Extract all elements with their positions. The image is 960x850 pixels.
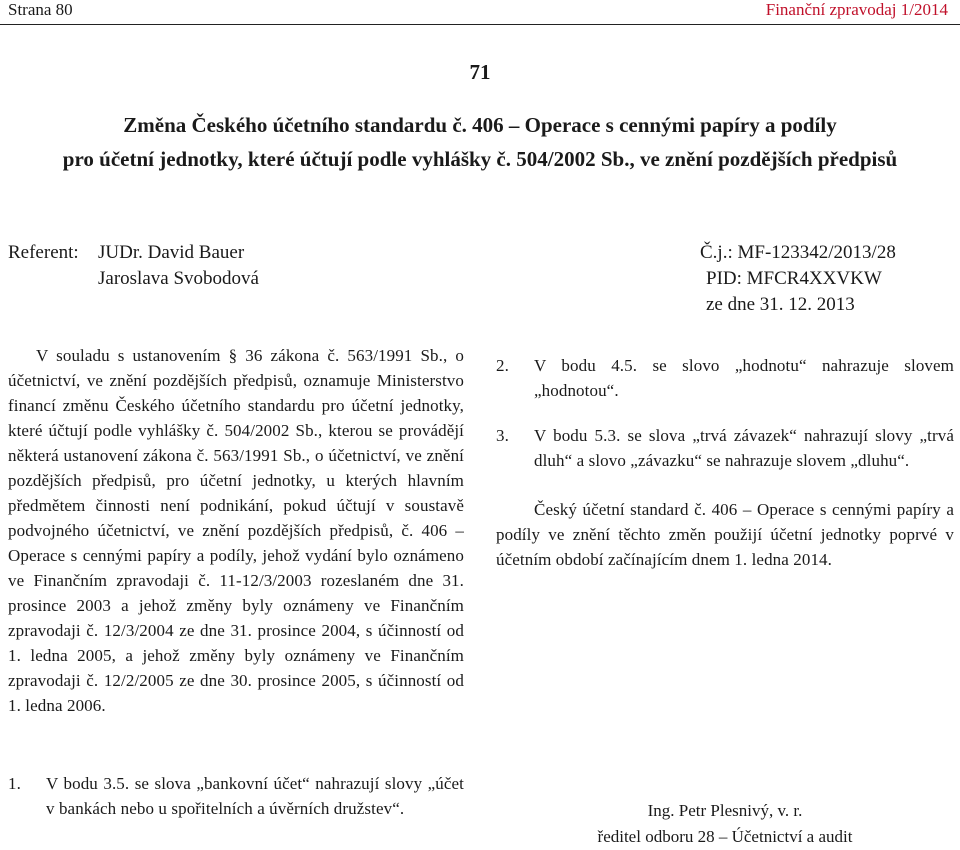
amendment-item-2 xyxy=(496,353,954,403)
referent-label: Referent: xyxy=(8,242,79,263)
header-rule xyxy=(0,24,960,25)
journal-name: Finanční zpravodaj 1/2014 xyxy=(765,0,948,19)
reference-block xyxy=(700,240,896,318)
referents xyxy=(98,240,259,292)
amendment-item-3 xyxy=(496,423,954,473)
item-number: 2. xyxy=(496,356,509,375)
page-label: Strana 80 xyxy=(8,0,73,19)
amendment-item-1 xyxy=(8,771,464,821)
pid: PID: MFCR4XXVKW xyxy=(706,268,882,289)
item-number: 1. xyxy=(8,774,21,793)
list-item xyxy=(8,771,464,821)
right-column xyxy=(496,353,954,572)
referent-2: Jaroslava Svobodová xyxy=(98,268,259,289)
item-number: 3. xyxy=(496,426,509,445)
item-text: V bodu 5.3. se slova „trvá závazek“ nahrazují slovy „trvá dluh“ a slovo „závazku“ se nahrazuje slovem „dluhu“. xyxy=(534,426,954,470)
reference-number: Č.j.: MF-123342/2013/28 xyxy=(700,242,896,263)
item-text: V bodu 4.5. se slovo „hodnotu“ nahrazuje slovem „hodnotou“. xyxy=(534,356,954,400)
title-line-1: Změna Českého účetního standardu č. 406 – Operace s cennými papíry a podíly xyxy=(123,113,837,137)
signature-name: Ing. Petr Plesnivý, v. r. xyxy=(647,801,803,820)
reference-date: ze dne 31. 12. 2013 xyxy=(706,294,855,315)
document-number: 71 xyxy=(469,60,491,84)
referent-1: JUDr. David Bauer xyxy=(98,242,245,263)
title-line-2: pro účetní jednotky, které účtují podle vyhlášky č. 504/2002 Sb., ve znění pozdějších předpisů xyxy=(62,147,898,171)
signature-block xyxy=(496,798,954,850)
closing-paragraph: Český účetní standard č. 406 – Operace s cennými papíry a podíly ve znění těchto změn použijí účetní jednotky poprvé v účetním období začínajícím dnem 1. ledna 2014. xyxy=(496,500,954,569)
intro-paragraph: V souladu s ustanovením § 36 zákona č. 563/1991 Sb., o účetnictví, ve znění pozdějších předpisů, oznamuje Ministerstvo financí změnu Českého účetního standardu pro účetní jednotky, které účtují podle vyhlášky č. 504/2002 Sb., kterou se provádějí některá ustanovení zákona č. 563/1991 Sb., o účetnictví, ve znění pozdějších předpisů, pro účetní jednotky, u kterých hlavním předmětem činnosti není podnikání, pokud účtují v soustavě podvojného účetnictví, ve znění pozdějších předpisů, č. 406 – Operace s cennými papíry a podíly, jehož vydání bylo oznámeno ve Finančním zpravodaji č. 11-12/3/2003 rozeslaném dne 31. prosince 2003 a jehož změny byly oznámeny ve Finančním zpravodaji č. 12/3/2004 ze dne 31. prosince 2004, s účinností od 1. ledna 2005, a jehož změny byly oznámeny ve Finančním zpravodaji č. 12/2/2005 ze dne 30. prosince 2005, s účinností od 1. ledna 2006. xyxy=(8,346,464,715)
signature-title: ředitel odboru 28 – Účetnictví a audit xyxy=(597,827,853,846)
left-column xyxy=(8,343,464,718)
item-text: V bodu 3.5. se slova „bankovní účet“ nahrazují slovy „účet v bankách nebo u spořitelních a úvěrních družstev“. xyxy=(46,774,464,818)
document-title xyxy=(0,108,960,176)
